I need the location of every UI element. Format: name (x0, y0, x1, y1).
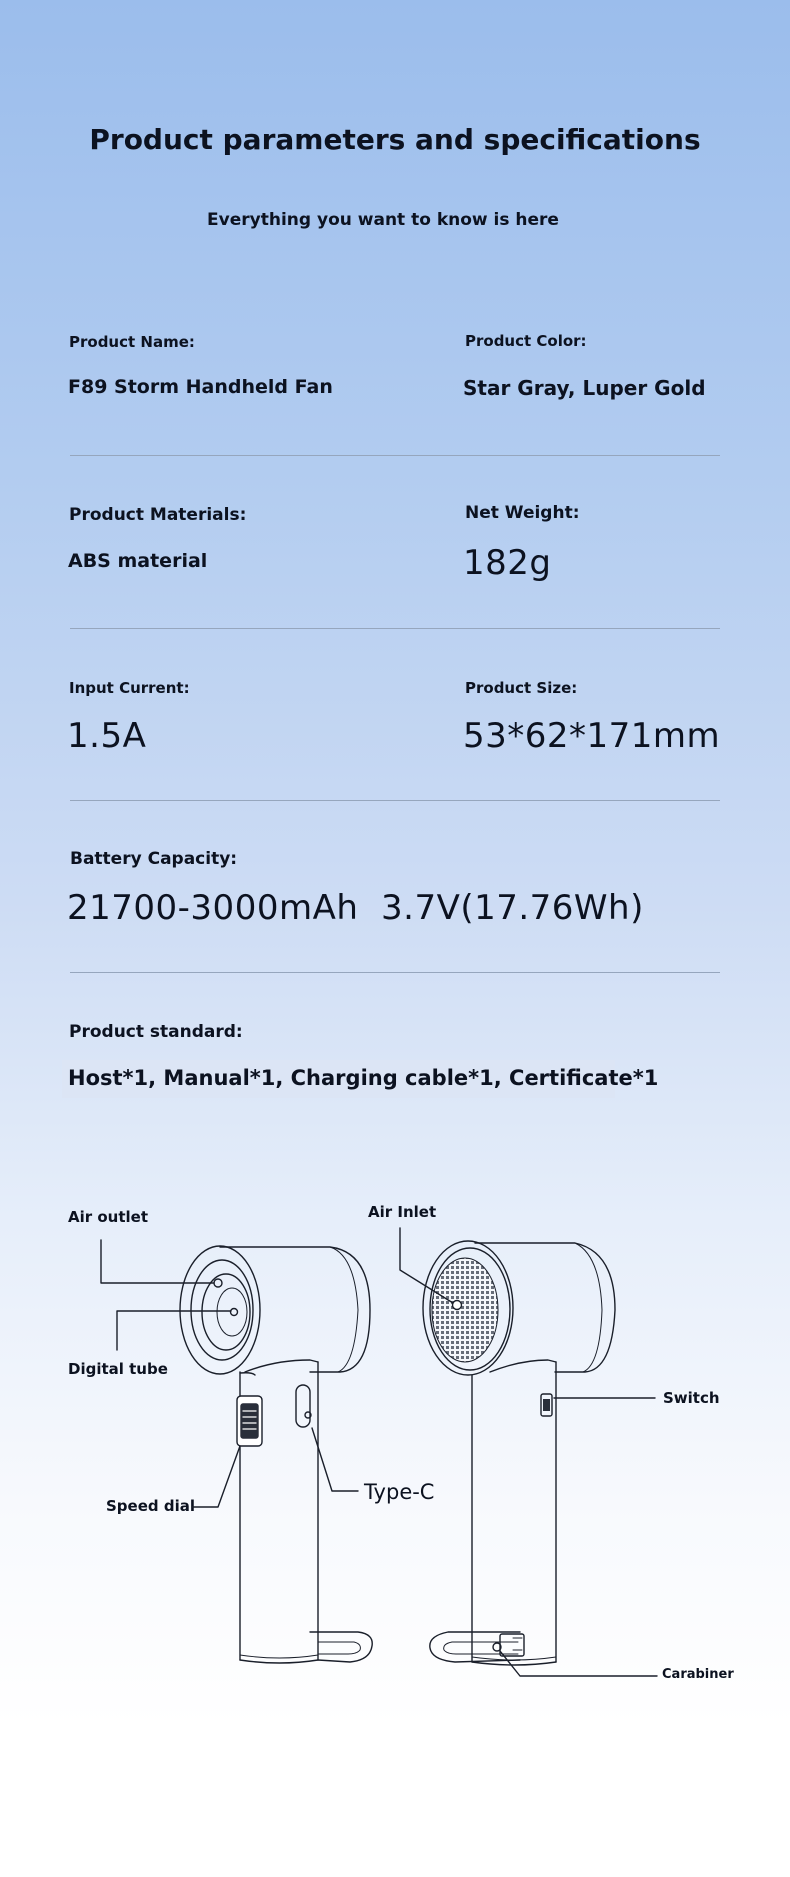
net-weight-value: 182g (463, 543, 552, 583)
digital-tube-label: Digital tube (68, 1360, 168, 1378)
fan-diagram (0, 1160, 790, 1720)
product-standard-value: Host*1, Manual*1, Charging cable*1, Certificate*1 (68, 1066, 659, 1090)
net-weight-label: Net Weight: (465, 503, 580, 523)
battery-capacity-value: 21700-3000mAh 3.7V(17.76Wh) (67, 888, 644, 928)
carabiner-label: Carabiner (662, 1667, 734, 1682)
product-name-value: F89 Storm Handheld Fan (68, 376, 333, 398)
air-inlet-label: Air Inlet (368, 1203, 437, 1221)
air-outlet-label: Air outlet (68, 1208, 149, 1226)
fan-back-view (400, 1228, 657, 1676)
divider (70, 800, 720, 801)
divider (70, 628, 720, 629)
battery-capacity-label: Battery Capacity: (70, 849, 238, 869)
input-current-value: 1.5A (67, 716, 147, 756)
product-standard-label: Product standard: (69, 1022, 243, 1042)
type-c-label: Type-C (364, 1480, 435, 1504)
fan-front-view (101, 1240, 372, 1663)
input-current-label: Input Current: (69, 679, 190, 697)
divider (70, 455, 720, 456)
page-title: Product parameters and specifications (89, 123, 701, 156)
product-name-label: Product Name: (69, 333, 195, 351)
product-materials-value: ABS material (68, 550, 208, 572)
speed-dial-label: Speed dial (106, 1497, 195, 1515)
switch-label: Switch (663, 1389, 720, 1407)
product-size-value: 53*62*171mm (463, 716, 721, 756)
page-subtitle: Everything you want to know is here (207, 210, 559, 230)
product-color-value: Star Gray, Luper Gold (463, 376, 706, 400)
divider (70, 972, 720, 973)
product-color-label: Product Color: (465, 332, 587, 350)
product-size-label: Product Size: (465, 679, 578, 697)
product-materials-label: Product Materials: (69, 505, 247, 525)
